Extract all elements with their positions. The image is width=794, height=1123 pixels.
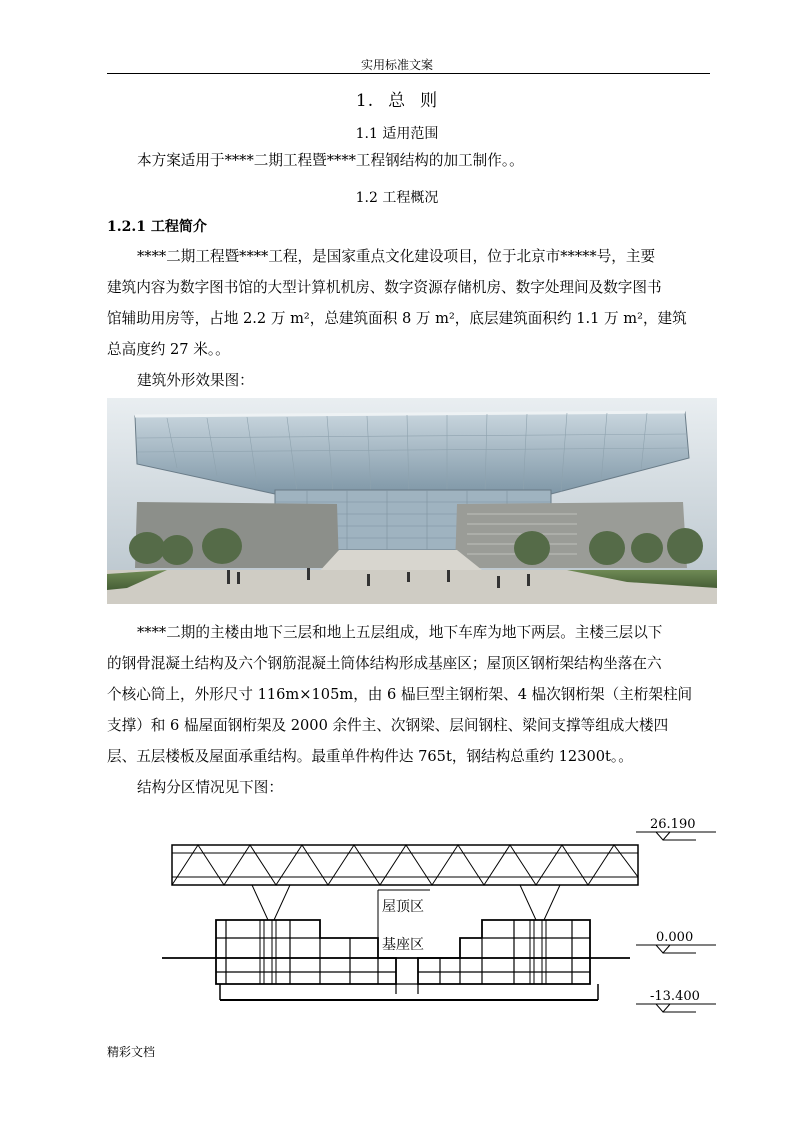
structure-zone-diagram: [160, 812, 720, 1022]
intro-line-2: 建筑内容为数字图书馆的大型计算机机房、数字资源存储机房、数字处理间及数字图书: [107, 279, 662, 296]
section-1-title: [0, 86, 794, 111]
elevation-top-label: 26.190: [650, 817, 696, 832]
page-footer: 精彩文档: [107, 1045, 156, 1059]
subsection-1-1-text: [107, 145, 711, 176]
subsection-1-2-1-heading: 1.2.1 工程简介: [107, 219, 207, 235]
structure-paragraph: [107, 617, 711, 772]
structure-line-4: 支撑）和 6 榀屋面钢桁架及 2000 余件主、次钢梁、层间钢柱、梁间支撑等组成大楼四: [107, 717, 669, 734]
elevation-bottom-label: -13.400: [650, 989, 700, 1004]
building-rendering-image: [107, 398, 717, 604]
section-number: 1.: [355, 91, 375, 111]
intro-line-3: 馆辅助用房等，占地 2.2 万 m²，总建筑面积 8 万 m²，底层建筑面积约 1.1 万 m²，建筑: [107, 310, 687, 327]
roof-zone-label: 屋顶区: [382, 899, 424, 915]
subsection-1-1-heading: 1.1 适用范围: [355, 126, 439, 142]
structure-line-5: 层、五层楼板及屋面承重结构。最重单件构件达 765t，钢结构总重约 12300t。。: [107, 748, 633, 765]
page-header: 实用标准文案: [360, 58, 433, 72]
header-rule: [107, 73, 710, 74]
subsection-1-2-heading: 1.2 工程概况: [355, 190, 439, 206]
structure-line-3: 个核心筒上，外形尺寸 116m×105m，由 6 榀巨型主钢桁架、4 榀次钢桁架（主桁架柱间: [107, 686, 693, 703]
structure-line-1: ****二期的主楼由地下三层和地上五层组成，地下车库为地下两层。主楼三层以下: [137, 624, 663, 641]
diagram-caption: 结构分区情况见下图：: [137, 779, 283, 796]
section-title-part2: 则: [420, 91, 439, 111]
section-title-part1: 总: [388, 91, 407, 111]
intro-line-4: 总高度约 27 米。。: [107, 341, 230, 358]
image-caption: 建筑外形效果图：: [137, 372, 254, 389]
scope-text: 本方案适用于****二期工程暨****工程钢结构的加工制作。。: [137, 152, 524, 169]
base-zone-label: 基座区: [382, 937, 424, 953]
elevation-zero-label: 0.000: [656, 930, 694, 945]
intro-paragraph: [107, 241, 711, 365]
structure-line-2: 的钢骨混凝土结构及六个钢筋混凝土筒体结构形成基座区；屋顶区钢桁架结构坐落在六: [107, 655, 662, 672]
intro-line-1: ****二期工程暨****工程，是国家重点文化建设项目，位于北京市*****号，主要: [137, 248, 656, 265]
